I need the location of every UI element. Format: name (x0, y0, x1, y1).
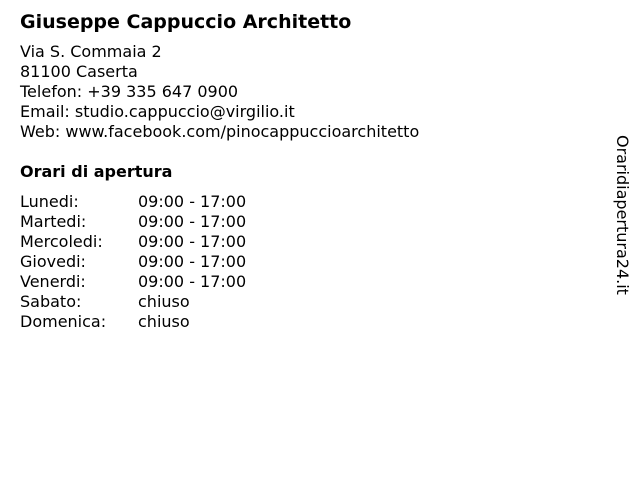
street-address: Via S. Commaia 2 (20, 42, 162, 61)
hours-row-saturday (20, 292, 600, 312)
web-line: Web: www.facebook.com/pinocappuccioarchitetto (20, 122, 420, 141)
city-address: 81100 Caserta (20, 62, 138, 81)
day-label: Venerdi: (20, 272, 86, 291)
hours-row-friday (20, 272, 600, 292)
time-value: 09:00 - 17:00 (138, 212, 247, 231)
hours-row-tuesday (20, 212, 600, 232)
business-card (20, 10, 600, 332)
business-name: Giuseppe Cappuccio Architetto (20, 11, 352, 33)
time-value: 09:00 - 17:00 (138, 192, 247, 211)
hours-row-sunday (20, 312, 600, 332)
day-label: Lunedi: (20, 192, 79, 211)
phone-line: Telefon: +39 335 647 0900 (20, 82, 239, 101)
opening-hours-table (20, 192, 600, 332)
address-block (20, 42, 600, 142)
time-value: 09:00 - 17:00 (138, 252, 247, 271)
day-label: Sabato: (20, 292, 82, 311)
site-watermark: Oraridiapertura24.it (613, 135, 632, 295)
time-value: 09:00 - 17:00 (138, 232, 247, 251)
day-label: Domenica: (20, 312, 107, 331)
email-line: Email: studio.cappuccio@virgilio.it (20, 102, 295, 121)
hours-row-wednesday (20, 232, 600, 252)
hours-row-monday (20, 192, 600, 212)
time-value: chiuso (138, 292, 190, 311)
time-value: 09:00 - 17:00 (138, 272, 247, 291)
day-label: Giovedi: (20, 252, 86, 271)
hours-row-thursday (20, 252, 600, 272)
opening-hours-heading: Orari di apertura (20, 162, 173, 181)
day-label: Mercoledi: (20, 232, 103, 251)
time-value: chiuso (138, 312, 190, 331)
day-label: Martedi: (20, 212, 87, 231)
